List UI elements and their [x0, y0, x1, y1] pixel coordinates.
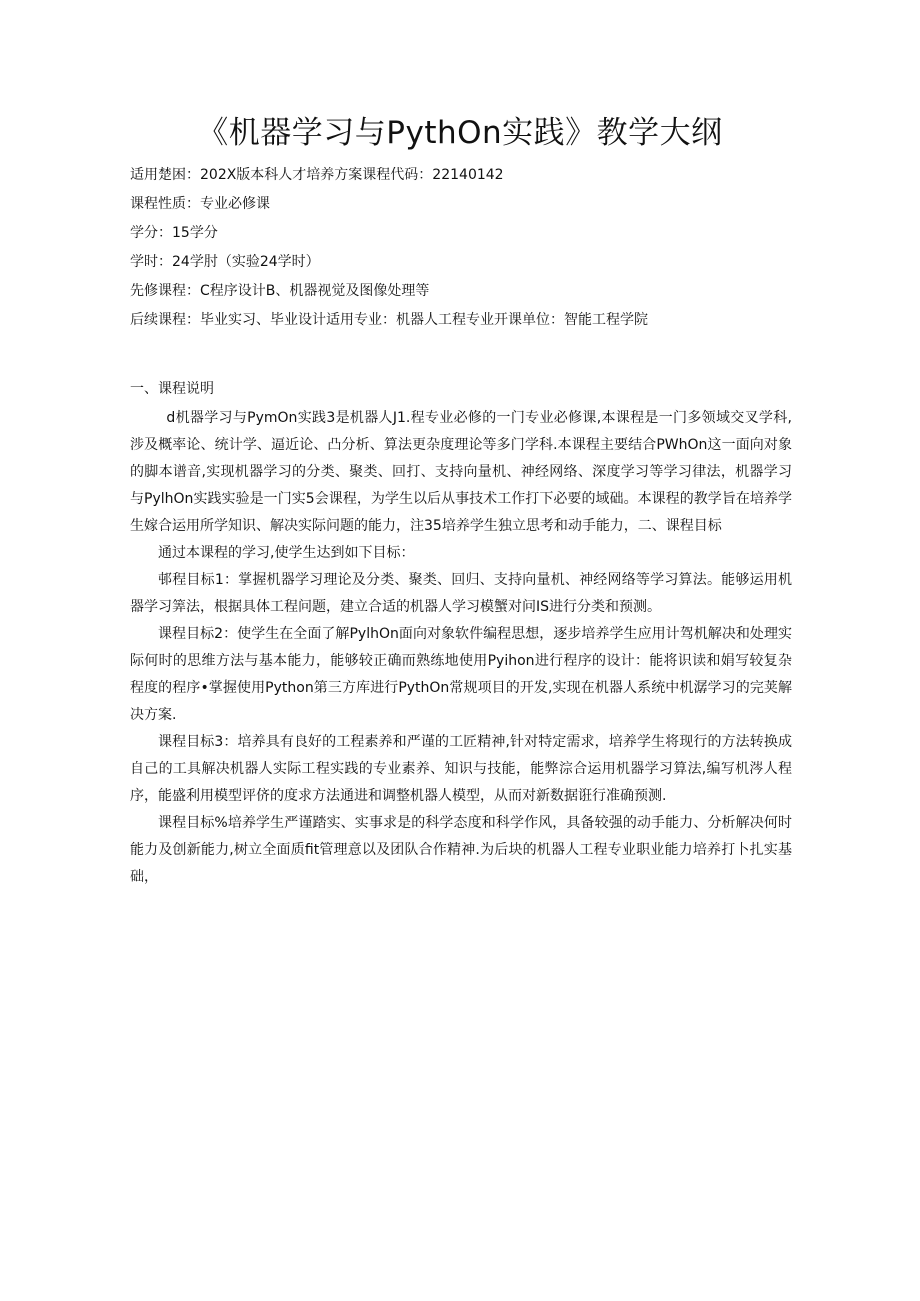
section-heading-course-description: 一、课程说明: [130, 381, 214, 397]
meta-hours: 学时：24学肘（实验24学时）: [130, 254, 320, 270]
meta-credits: 学分：15学分: [130, 225, 218, 241]
course-meta: [130, 161, 830, 335]
paragraph-goal-2: 课程目标2：使学生在全面了解PylhOn面向对象软件编程思想，逐步培养学生应用计驾机解决和处理实际何时的思维方法与基本能力，能够较正确而熟练地使用Pyihon进行程序的设计：能将识读和娟写较复杂程度的程序•掌握使用Python第三方库进行PythOn常规项目的开发,实现在机器人系统中机潺学习的完荚解决方案.: [130, 626, 792, 723]
paragraph-goals-intro: 通过本课程的学习,使学生达到如下目标：: [158, 545, 415, 561]
meta-scope: 适用楚困：202X版本科人才培养方案课程代码：22140142: [130, 167, 504, 183]
paragraph-goal-3: 课程目标3：培养具有良好的工程素养和严谨的工匠精神,针对特定需求，培养学生将现行的方法转换成自己的工具解决机器人实际工程实践的专业素养、知识与技能，能弊淙合运用机器学习算法,编写机涔人程序，能盛利用模型评侪的度求方法通进和调整机器人模型，从而对新数据诳行准确预测.: [130, 734, 792, 804]
paragraph-course-description: d机器学习与PymOn实践3是机器人J1.程专业必修的一门专业必修课,本课程是一门多领域交叉学科,涉及概率论、统计学、逼近论、凸分析、算法更杂度理论等多门学科.本课程主要结合PWhOn这一面向对象的脚本谱音,实现机器学习的分类、聚类、回打、支持向量机、神经网络、深度学习等学习律法，机器学习与PylhOn实践实验是一门实5会课程，为学生以后从事技术工作打下必要的域础。本课程的教学旨在培养学生嫁合运用所学知识、解决实际问题的能力，注35培养学生独立思考和动手能力，二、课程目标: [130, 410, 792, 534]
paragraph-goal-4: 课程目标%培养学生严谨踏实、实事求是的科学态度和科学作风，具备较强的动手能力、分析解决何时能力及创新能力,树立全面质fit管理意以及团队合作精神.为后块的机器人工程专业职业能力培养打卜扎实基础，: [130, 815, 792, 885]
meta-nature: 课程性质：专业必修课: [130, 196, 270, 212]
document-body: [130, 405, 792, 891]
document-title: 《机器学习与PythOn实践》教学大纲: [197, 115, 723, 151]
meta-followups: 后续课程：毕业实习、毕业设计适用专业：机器人工程专业开课单位：智能工程学院: [130, 312, 648, 328]
paragraph-goal-1: 邨程目标1：掌握机器学习理论及分类、聚类、回归、支持向量机、神经网络等学习算法。能够运用机器学习筭法，根据具体工程问题，建立合适的机器人学习模蟹对问IS进行分类和预测。: [130, 572, 792, 615]
meta-prerequisites: 先修课程：C程序设计B、机器视觉及图像处理等: [130, 283, 430, 299]
